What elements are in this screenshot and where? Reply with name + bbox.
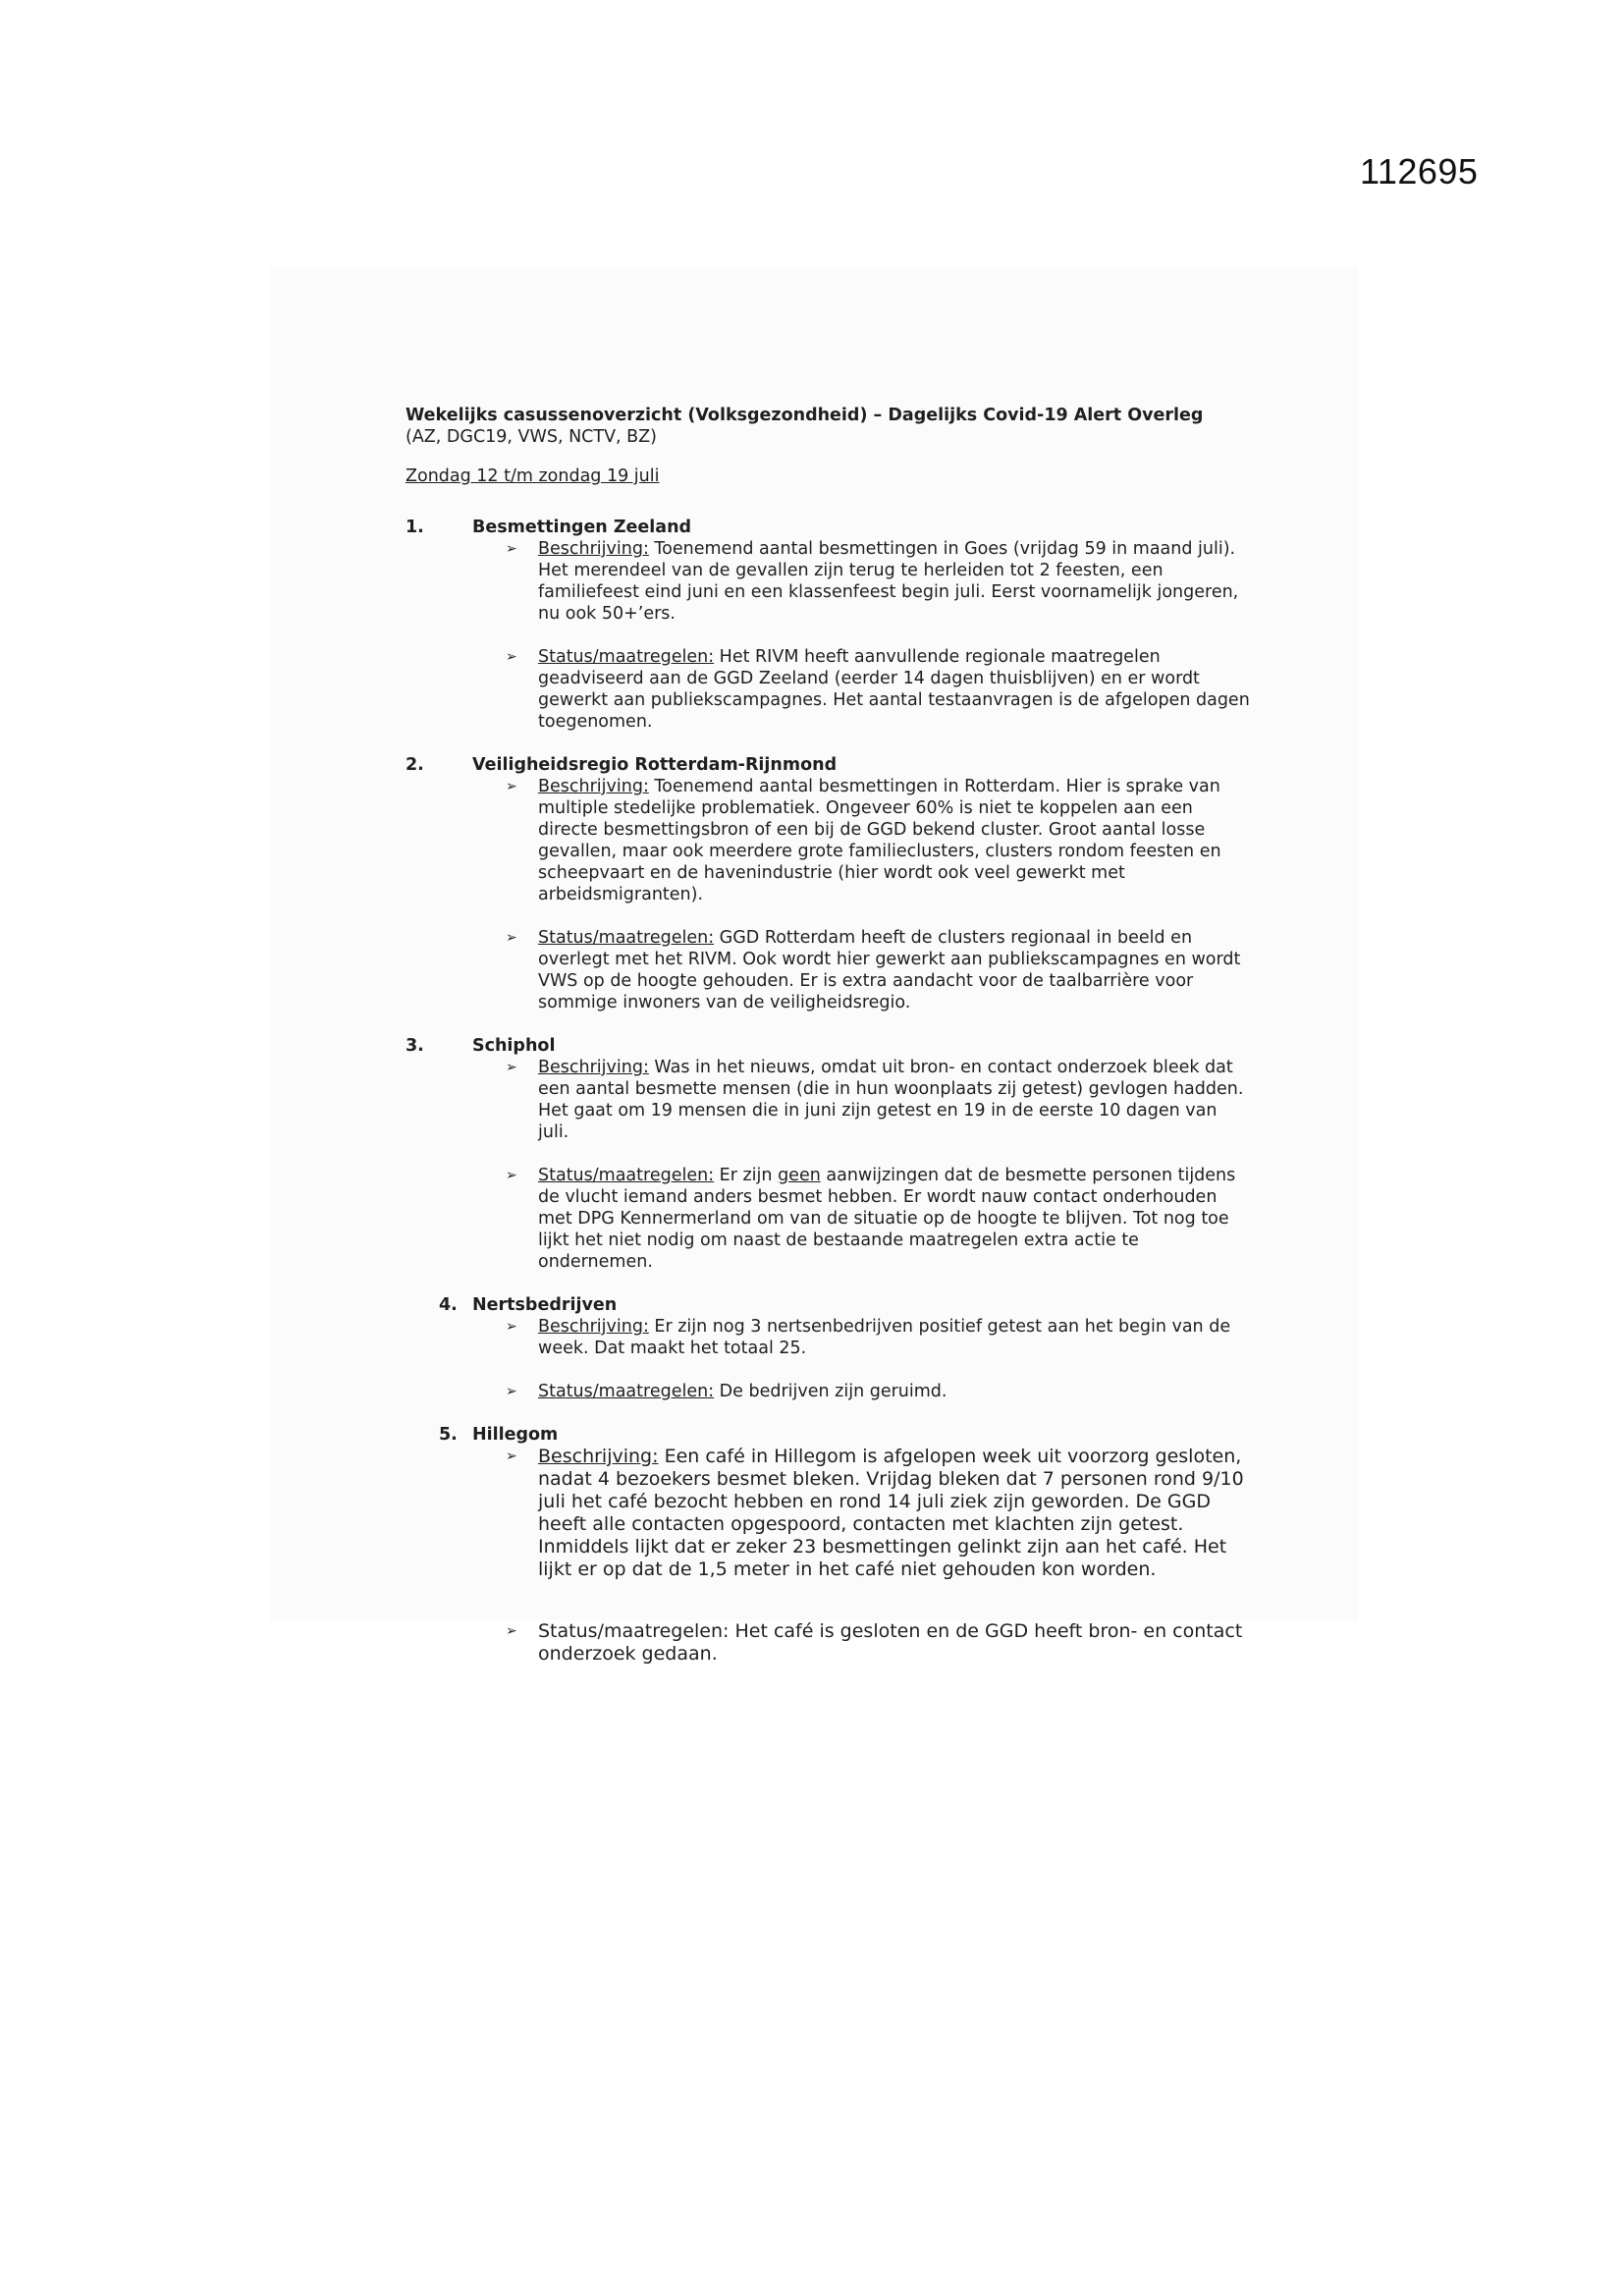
status-bullet (506, 1381, 1250, 1402)
status-text: Het RIVM heeft aanvullende regionale maatregelen geadviseerd aan de GGD Zeeland (eerder 14 dagen thuisblijven) en er wordt gewerkt aan publiekscampagnes. Het aantal testaanvragen is de afgelopen dagen toegenomen. (538, 647, 1250, 732)
status-text-prefix: Er zijn (719, 1166, 773, 1185)
memo-content (406, 405, 1250, 1666)
section-rotterdam (406, 754, 1250, 1013)
arrow-bullet-icon: ➢ (506, 1623, 517, 1639)
description-label: Beschrijving: (538, 1058, 649, 1077)
section-title: Nertsbedrijven (472, 1295, 618, 1315)
description-label: Beschrijving: (538, 539, 649, 559)
arrow-bullet-icon: ➢ (506, 1168, 517, 1183)
description-bullet (506, 776, 1250, 905)
section-number: 4. (439, 1295, 458, 1315)
status-text: aanwijzingen dat de besmette personen tijdens de vlucht iemand anders besmet hebben. Er wordt nauw contact onderhouden met DPG Kennermerland om van de situatie op de hoogte te blijven. Tot nog toe lijkt het niet nodig om naast de bestaande maatregelen extra actie te ondernemen. (538, 1166, 1236, 1272)
memo-title: Wekelijks casussenoverzicht (Volksgezondheid) – Dagelijks Covid-19 Alert Overleg (406, 406, 1204, 425)
status-emphasis: geen (778, 1166, 821, 1185)
status-bullet (506, 1165, 1250, 1273)
section-title: Schiphol (472, 1036, 556, 1056)
section-number: 2. (406, 755, 424, 775)
section-title: Hillegom (472, 1425, 559, 1445)
section-number: 5. (439, 1425, 458, 1445)
arrow-bullet-icon: ➢ (506, 779, 517, 794)
description-label: Beschrijving: (538, 1317, 649, 1337)
section-number: 3. (406, 1036, 424, 1056)
description-text: Toenemend aantal besmettingen in Rotterdam. Hier is sprake van multiple stedelijke problematiek. Ongeveer 60% is niet te koppelen aan een directe besmettingsbron of een bij de GGD bekend cluster. Groot aantal losse gevallen, maar ook meerdere grote familieclusters, clusters rondom feesten en scheepvaart en de havenindustrie (hier wordt ook veel gewerkt met arbeidsmigranten). (538, 777, 1221, 904)
description-text: Toenemend aantal besmettingen in Goes (vrijdag 59 in maand juli). Het merendeel van de gevallen zijn terug te herleiden tot 2 feesten, een familiefeest eind juni en een klassenfeest begin juli. Eerst voornamelijk jongeren, nu ook 50+’ers. (538, 539, 1239, 624)
description-bullet (506, 1316, 1250, 1359)
description-bullet (506, 538, 1250, 625)
description-label: Beschrijving: (538, 1446, 659, 1467)
description-text: Een café in Hillegom is afgelopen week uit voorzorg gesloten, nadat 4 bezoekers besmet bleken. Vrijdag bleken dat 7 personen rond 9/10 juli het café bezocht hebben en rond 14 juli ziek zijn geworden. De GGD heeft alle contacten opgespoord, contacten met klachten zijn getest. Inmiddels lijkt dat er zeker 23 besmettingen gelinkt zijn aan het café. Het lijkt er op dat de 1,5 meter in het café niet gehouden kon worden. (538, 1446, 1244, 1580)
status-text: GGD Rotterdam heeft de clusters regionaal in beeld en overlegt met het RIVM. Ook wordt hier gewerkt aan publiekscampagnes en wordt VWS op de hoogte gehouden. Er is extra aandacht voor de taalbarrière voor sommige inwoners van de veiligheidsregio. (538, 928, 1241, 1012)
status-label: Status/maatregelen: (538, 647, 715, 667)
arrow-bullet-icon: ➢ (506, 930, 517, 946)
section-nertsbedrijven (406, 1294, 1250, 1402)
description-text: Er zijn nog 3 nertsenbedrijven positief getest aan het begin van de week. Dat maakt het totaal 25. (538, 1317, 1231, 1358)
description-bullet (506, 1057, 1250, 1143)
section-schiphol (406, 1035, 1250, 1273)
section-zeeland (406, 517, 1250, 733)
memo-period: Zondag 12 t/m zondag 19 juli (406, 466, 660, 486)
status-label: Status/maatregelen: (538, 1382, 715, 1401)
arrow-bullet-icon: ➢ (506, 1319, 517, 1335)
description-text: Was in het nieuws, omdat uit bron- en contact onderzoek bleek dat een aantal besmette mensen (die in hun woonplaats zij getest) gevlogen hadden. Het gaat om 19 mensen die in juni zijn getest en 19 in de eerste 10 dagen van juli. (538, 1058, 1244, 1142)
status-label: Status/maatregelen: (538, 1166, 715, 1185)
status-label: Status/maatregelen: (538, 1620, 730, 1642)
status-bullet (506, 646, 1250, 733)
status-text: Het café is gesloten en de GGD heeft bron- en contact onderzoek gedaan. (538, 1620, 1243, 1665)
section-title: Veiligheidsregio Rotterdam-Rijnmond (472, 755, 838, 775)
status-bullet (506, 927, 1250, 1013)
section-title: Besmettingen Zeeland (472, 518, 692, 537)
status-label: Status/maatregelen: (538, 928, 715, 948)
arrow-bullet-icon: ➢ (506, 1060, 517, 1075)
arrow-bullet-icon: ➢ (506, 649, 517, 665)
description-bullet (506, 1446, 1250, 1581)
document-id: 112695 (1360, 151, 1479, 191)
section-number: 1. (406, 518, 424, 537)
status-bullet (506, 1620, 1250, 1666)
arrow-bullet-icon: ➢ (506, 1384, 517, 1399)
arrow-bullet-icon: ➢ (506, 1449, 517, 1464)
description-label: Beschrijving: (538, 777, 649, 796)
memo-participants: (AZ, DGC19, VWS, NCTV, BZ) (406, 427, 657, 447)
section-hillegom (406, 1424, 1250, 1666)
arrow-bullet-icon: ➢ (506, 541, 517, 557)
status-text: De bedrijven zijn geruimd. (719, 1382, 947, 1401)
